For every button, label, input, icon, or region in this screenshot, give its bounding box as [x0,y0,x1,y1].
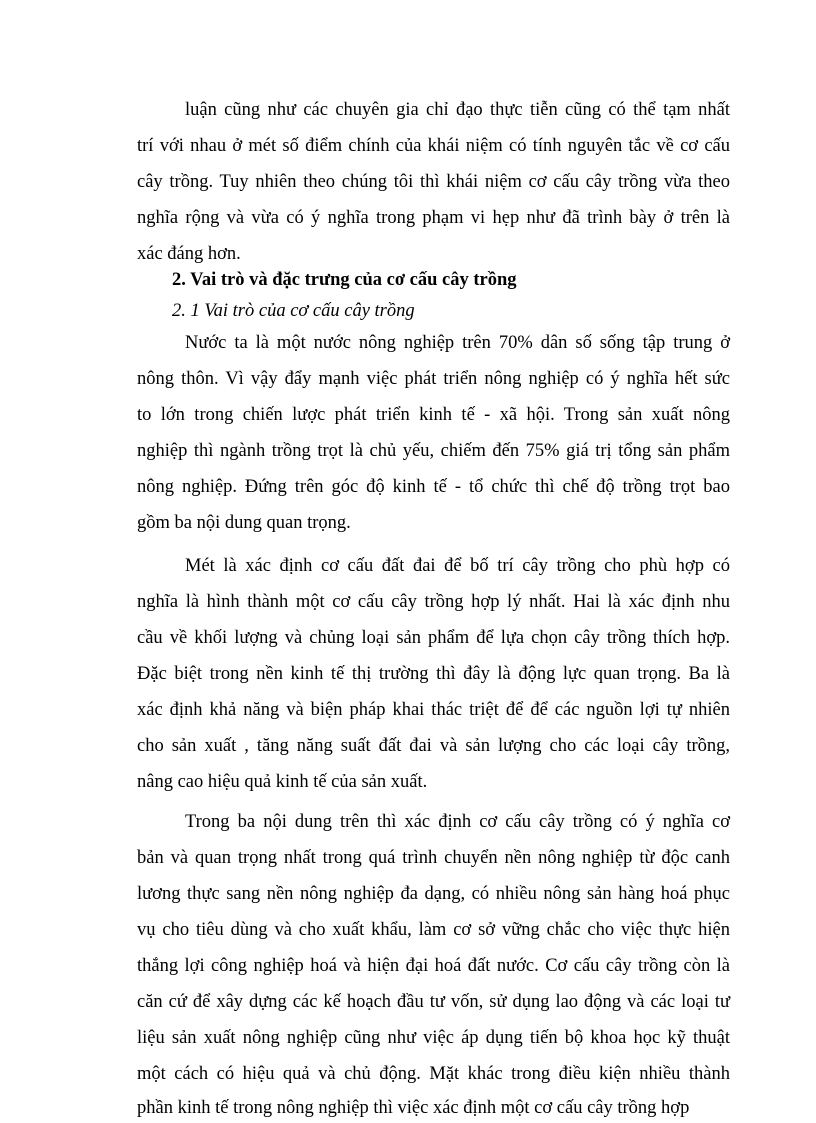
text-line: luận cũng như các chuyên gia chỉ đạo thực tiễn cũng có thể tạm nhất [185,100,730,120]
text-line: trí với nhau ở mét số điểm chính của khái niệm có tính nguyên tắc về cơ cấu [137,136,730,156]
text-line: liệu sản xuất nông nghiệp cũng như việc áp dụng tiến bộ khoa học kỹ thuật [137,1028,730,1048]
text-line: xác định khả năng và biện pháp khai thác triệt để để các nguồn lợi tự nhiên [137,700,730,720]
text-line: nghiệp thì ngành trồng trọt là chủ yếu, chiếm đến 75% giá trị tổng sản phẩm [137,441,730,461]
section-heading: 2. Vai trò và đặc trưng của cơ cấu cây trồng [172,270,517,290]
text-line: to lớn trong chiến lược phát triển kinh tế - xã hội. Trong sản xuất nông [137,405,730,425]
text-line: vụ cho tiêu dùng và cho xuất khẩu, làm cơ sở vững chắc cho việc thực hiện [137,920,730,940]
text-line: Nước ta là một nước nông nghiệp trên 70% dân số sống tập trung ở [185,333,730,353]
text-line: cây trồng. Tuy nhiên theo chúng tôi thì khái niệm cơ cấu cây trồng vừa theo [137,172,730,192]
text-line: nghĩa là hình thành một cơ cấu cây trồng hợp lý nhất. Hai là xác định nhu [137,592,730,612]
text-line: gồm ba nội dung quan trọng. [137,513,351,533]
text-line: nghĩa rộng và vừa có ý nghĩa trong phạm vi hẹp như đã trình bày ở trên là [137,208,730,228]
text-line: thắng lợi công nghiệp hoá và hiện đại hoá đất nước. Cơ cấu cây trồng còn là [137,956,730,976]
text-line: nâng cao hiệu quả kinh tế của sản xuất. [137,772,428,792]
text-line: bản và quan trọng nhất trong quá trình chuyển nền nông nghiệp từ độc canh [137,848,730,868]
text-line: lương thực sang nền nông nghiệp đa dạng, có nhiều nông sản hàng hoá phục [137,884,730,904]
text-line: Đặc biệt trong nền kinh tế thị trường thì đây là động lực quan trọng. Ba là [137,664,730,684]
text-line: một cách có hiệu quả và chủ động. Mặt khác trong điều kiện nhiều thành [137,1064,730,1084]
text-line: nông nghiệp. Đứng trên góc độ kinh tế - tổ chức thì chế độ trồng trọt bao [137,477,730,497]
text-line: căn cứ để xây dựng các kế hoạch đầu tư vốn, sử dụng lao động và các loại tư [137,992,730,1012]
text-line: phần kinh tế trong nông nghiệp thì việc xác định một cơ cấu cây trồng hợp [137,1098,690,1118]
text-line: Trong ba nội dung trên thì xác định cơ cấu cây trồng có ý nghĩa cơ [185,812,730,832]
text-line: cầu về khối lượng và chủng loại sản phẩm để lựa chọn cây trồng thích hợp. [137,628,730,648]
text-line: xác đáng hơn. [137,244,241,264]
text-line: nông thôn. Vì vậy đẩy mạnh việc phát triển nông nghiệp có ý nghĩa hết sức [137,369,730,389]
text-line: cho sản xuất , tăng năng suất đất đai và sản lượng cho các loại cây trồng, [137,736,730,756]
subsection-heading: 2. 1 Vai trò của cơ cấu cây trồng [172,301,415,321]
text-line: Mét là xác định cơ cấu đất đai để bố trí cây trồng cho phù hợp có [185,556,730,576]
